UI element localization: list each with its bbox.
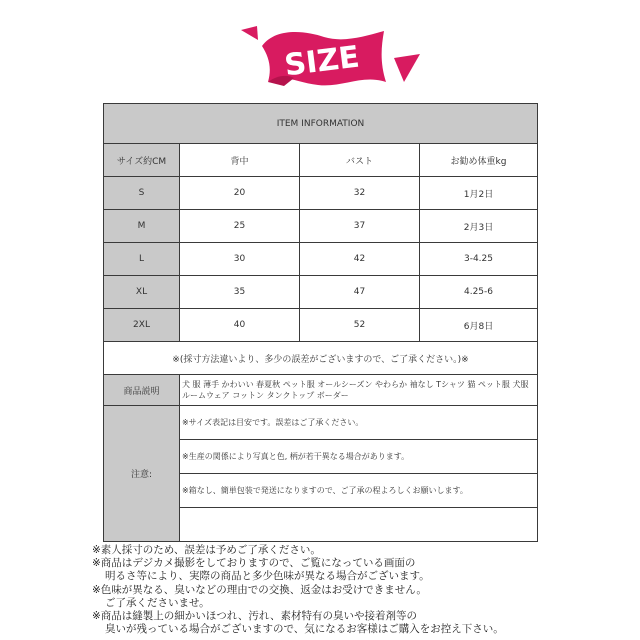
table-title-row xyxy=(104,104,538,144)
size-banner xyxy=(0,0,640,100)
bottom-notes xyxy=(92,544,552,636)
bust-cell: 37 xyxy=(300,210,420,243)
size-table xyxy=(103,103,538,542)
bust-cell: 32 xyxy=(300,177,420,210)
note-line: ※商品は縫製上の細かいほつれ、汚れ、素材特有の臭いや接着剤等の xyxy=(92,610,418,623)
size-cell: XL xyxy=(104,276,180,309)
table-row xyxy=(104,177,538,210)
size-cell: S xyxy=(104,177,180,210)
table-row xyxy=(104,309,538,342)
banner-triangle-left xyxy=(241,26,258,40)
bust-cell: 52 xyxy=(300,309,420,342)
weight-cell: 3-4.25 xyxy=(420,243,538,276)
back-cell: 25 xyxy=(180,210,300,243)
note-line: ※色味が異なる、臭いなどの理由での交換、返金はお受けできません。 xyxy=(92,583,427,596)
size-cell: 2XL xyxy=(104,309,180,342)
measure-note: ※(採寸方法違いより、多少の誤差がございますので、ご了承ください。)※ xyxy=(104,342,538,375)
size-cell: M xyxy=(104,210,180,243)
caution-item: ※箱なし、簡単包装で発送になりますので、ご了承の程よろしくお願いします。 xyxy=(180,474,538,508)
description-label: 商品説明 xyxy=(104,375,180,406)
caution-item: ※サイズ表記は目安です。誤差はご了承ください。 xyxy=(180,406,538,440)
weight-cell: 6月8日 xyxy=(420,309,538,342)
banner-triangle-right xyxy=(394,54,420,82)
back-cell: 35 xyxy=(180,276,300,309)
banner-title: SIZE xyxy=(282,39,362,84)
note-line: 明るさ等により、実際の商品と多少色味が異なる場合がございます。 xyxy=(105,570,430,583)
caution-item: ※生産の関係により写真と色, 柄が若干異なる場合があります。 xyxy=(180,440,538,474)
table-row xyxy=(104,210,538,243)
size-cell: L xyxy=(104,243,180,276)
back-cell: 20 xyxy=(180,177,300,210)
note-line: ご了承くださいませ。 xyxy=(105,596,210,609)
weight-cell: 2月3日 xyxy=(420,210,538,243)
back-cell: 30 xyxy=(180,243,300,276)
weight-cell: 4.25-6 xyxy=(420,276,538,309)
weight-cell: 1月2日 xyxy=(420,177,538,210)
table-title: ITEM INFORMATION xyxy=(104,104,538,144)
table-header-row xyxy=(104,144,538,177)
header-back: 背中 xyxy=(180,144,300,177)
table-row xyxy=(104,276,538,309)
description-text: 犬 服 薄手 かわいい 春夏秋 ペット服 オールシーズン やわらか 袖なし Tシャツ 猫 ペット服 犬服 ルームウェア コットン タンクトップ ボーダー xyxy=(180,375,538,406)
bust-cell: 47 xyxy=(300,276,420,309)
description-row xyxy=(104,375,538,406)
table-row xyxy=(104,243,538,276)
bust-cell: 42 xyxy=(300,243,420,276)
header-size: サイズ約CM xyxy=(104,144,180,177)
header-bust: バスト xyxy=(300,144,420,177)
note-line: ※商品はデジカメ撮影をしておりますので、ご覧になっている画面の xyxy=(92,557,416,570)
note-line: ※素人採寸のため、誤差は予めご了承ください。 xyxy=(92,544,321,556)
caution-row xyxy=(104,406,538,440)
note-line: 臭いが残っている場合がございますので、気になるお客様はご購入をお控え下さい。 xyxy=(105,623,504,636)
measure-note-row xyxy=(104,342,538,375)
back-cell: 40 xyxy=(180,309,300,342)
header-weight: お勧め体重kg xyxy=(420,144,538,177)
caution-label: 注意: xyxy=(104,406,180,542)
caution-empty xyxy=(180,508,538,542)
